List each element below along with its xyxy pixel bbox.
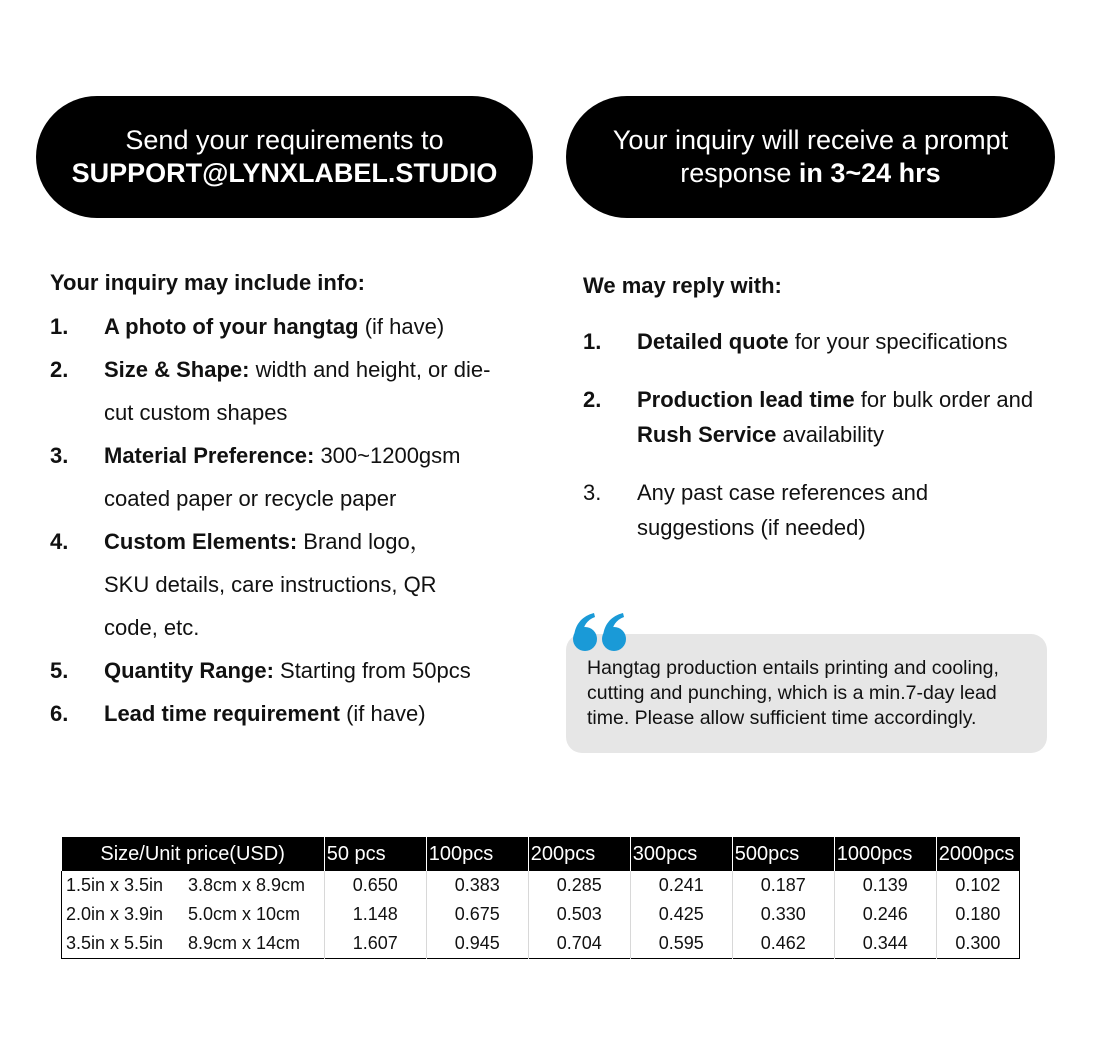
reply-item-number: 3. — [583, 480, 602, 505]
reply-item-text: for bulk order and — [854, 387, 1034, 412]
inquiry-item-title: Quantity Range: — [104, 658, 274, 683]
inquiry-item — [50, 649, 564, 692]
inquiry-item-number: 6. — [50, 701, 69, 726]
inquiry-item — [50, 692, 564, 735]
inquiry-item-text: (if have) — [358, 314, 445, 339]
inquiry-item-title: Custom Elements: — [104, 529, 298, 554]
table-row — [62, 929, 1020, 959]
inquiry-section — [50, 265, 550, 735]
inquiry-item — [50, 434, 514, 520]
reply-item — [583, 382, 1037, 452]
price-cell: 0.102 — [936, 871, 1019, 900]
size-cm: 3.8cm x 8.9cm — [188, 875, 306, 895]
inquiry-item-title: A photo of your hangtag — [104, 314, 359, 339]
inquiry-item-text: 300~1200gsm coated paper or recycle paper — [104, 443, 461, 511]
price-cell: 0.945 — [426, 929, 528, 959]
price-table-header-row — [62, 837, 1020, 871]
price-cell: 1.607 — [324, 929, 426, 959]
inquiry-item-text: Starting from 50pcs — [273, 658, 471, 683]
send-requirements-banner — [36, 96, 533, 218]
send-requirements-text: Send your requirements to — [125, 125, 444, 155]
size-unit-price-header: Size/Unit price(USD) — [62, 837, 325, 871]
price-cell: 0.462 — [732, 929, 834, 959]
price-cell: 0.187 — [732, 871, 834, 900]
inquiry-heading: Your inquiry may include info: — [50, 270, 365, 295]
size-cm: 8.9cm x 14cm — [188, 933, 301, 953]
price-cell: 0.675 — [426, 900, 528, 929]
price-cell: 0.330 — [732, 900, 834, 929]
reply-section — [583, 268, 1063, 568]
reply-item-title: Detailed quote — [637, 329, 789, 354]
qty-header-300: 300pcs — [630, 837, 732, 871]
qty-header-1000: 1000pcs — [834, 837, 936, 871]
qty-header-2000: 2000pcs — [936, 837, 1019, 871]
reply-heading: We may reply with: — [583, 273, 782, 298]
size-inches: 1.5in x 3.5in — [66, 875, 164, 895]
price-cell: 0.344 — [834, 929, 936, 959]
price-cell: 0.425 — [630, 900, 732, 929]
qty-header-200: 200pcs — [528, 837, 630, 871]
price-cell: 0.300 — [936, 929, 1019, 959]
lead-time-note-text: Hangtag production entails printing and cooling, cutting and punching, which is a min.7-day lead time. Please allow sufficient time accordingly. — [587, 657, 999, 729]
inquiry-item — [50, 520, 474, 649]
size-cm: 5.0cm x 10cm — [188, 904, 301, 924]
reply-item — [583, 324, 1063, 359]
price-table — [61, 837, 1020, 959]
support-email[interactable]: SUPPORT@LYNXLABEL.STUDIO — [71, 158, 498, 188]
inquiry-item-number: 1. — [50, 314, 69, 339]
size-inches: 3.5in x 5.5in — [66, 933, 164, 953]
inquiry-item-title: Size & Shape: — [104, 357, 250, 382]
price-cell: 0.180 — [936, 900, 1019, 929]
response-time-banner — [566, 96, 1055, 218]
inquiry-item — [50, 305, 524, 348]
qty-header-50: 50 pcs — [324, 837, 426, 871]
reply-item — [583, 475, 977, 545]
inquiry-item — [50, 348, 504, 434]
price-cell: 0.704 — [528, 929, 630, 959]
reply-item-text: Any past case references and suggestions (if needed) — [637, 480, 929, 540]
inquiry-item-title: Material Preference: — [104, 443, 315, 468]
reply-item-number: 2. — [583, 387, 602, 412]
reply-item-text-2: availability — [776, 422, 885, 447]
inquiry-item-text: Brand logo，SKU details, care instructions, QR code, etc. — [104, 529, 437, 640]
inquiry-item-number: 2. — [50, 357, 69, 382]
qty-header-100: 100pcs — [426, 837, 528, 871]
reply-item-title-2: Rush Service — [637, 422, 777, 447]
price-cell: 0.139 — [834, 871, 936, 900]
inquiry-list — [50, 305, 550, 735]
price-cell: 0.595 — [630, 929, 732, 959]
response-time-value: in 3~24 hrs — [798, 158, 941, 188]
inquiry-item-number: 4. — [50, 529, 69, 554]
inquiry-item-number: 5. — [50, 658, 69, 683]
response-time-line2 — [680, 157, 940, 190]
inquiry-item-number: 3. — [50, 443, 69, 468]
price-cell: 0.650 — [324, 871, 426, 900]
size-inches: 2.0in x 3.9in — [66, 904, 164, 924]
price-cell: 0.246 — [834, 900, 936, 929]
price-cell: 0.241 — [630, 871, 732, 900]
reply-item-title: Production lead time — [637, 387, 855, 412]
inquiry-item-text: width and height, or die-cut custom shapes — [104, 357, 491, 425]
table-row — [62, 900, 1020, 929]
reply-item-text: for your specifications — [788, 329, 1008, 354]
price-cell: 1.148 — [324, 900, 426, 929]
response-time-line1: Your inquiry will receive a prompt — [612, 125, 1009, 155]
inquiry-item-title: Lead time requirement — [104, 701, 340, 726]
quote-icon — [572, 612, 628, 652]
reply-item-number: 1. — [583, 329, 602, 354]
inquiry-item-text: (if have) — [339, 701, 426, 726]
price-cell: 0.383 — [426, 871, 528, 900]
qty-header-500: 500pcs — [732, 837, 834, 871]
reply-list — [583, 324, 1063, 545]
response-time-prefix: response — [680, 158, 799, 188]
table-row — [62, 871, 1020, 900]
price-cell: 0.285 — [528, 871, 630, 900]
price-cell: 0.503 — [528, 900, 630, 929]
